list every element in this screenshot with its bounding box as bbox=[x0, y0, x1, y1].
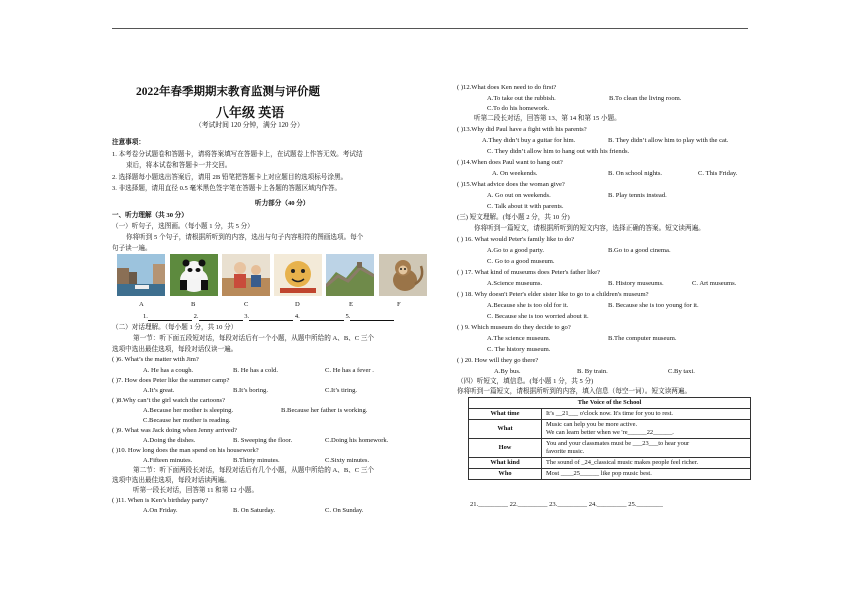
picture-e-great-wall bbox=[326, 254, 374, 296]
sub2-title: （二）对话理解。（每小题 1 分，共 10 分） bbox=[112, 324, 238, 331]
question-11: ( )11. When is Ken’s birthday party? bbox=[112, 497, 209, 504]
dialog1-note: 听第一段长对话，回答第 11 和第 12 小题。 bbox=[133, 487, 259, 494]
voice-of-school-table bbox=[468, 397, 751, 480]
question-7: ( )7. How does Peter like the summer camp? bbox=[112, 377, 230, 384]
blank-label: 2. bbox=[193, 313, 199, 320]
picture-label: B bbox=[191, 301, 196, 308]
blank-label: 4. bbox=[294, 313, 300, 320]
picture-b-panda bbox=[170, 254, 218, 296]
option-c: C.It’s tiring. bbox=[325, 387, 358, 394]
picture-label: C bbox=[244, 301, 249, 308]
option-c: C. Go to a good museum. bbox=[487, 258, 555, 265]
option-c: C. This Friday. bbox=[698, 170, 738, 177]
row-line: The sound of _24_classical music makes people feel richer. bbox=[546, 459, 699, 466]
dialog2-note: 听第二段长对话，回答第 13、第 14 和第 15 小题。 bbox=[474, 115, 621, 122]
picture-label: D bbox=[295, 301, 300, 308]
option-c: C. Art museums. bbox=[692, 280, 737, 287]
row-content bbox=[542, 409, 751, 420]
exam-subtitle: 八年级 英语 bbox=[216, 105, 285, 120]
answer-blank[interactable] bbox=[199, 313, 243, 321]
notes-line: 1. 本考卷分试题卷和答题卡，请将答案填写在答题卡上，在试题卷上作答无效。考试结 bbox=[112, 151, 363, 158]
notes-heading: 注意事项： bbox=[112, 139, 145, 146]
notes-line: 束后，将本试卷和答题卡一并交回。 bbox=[126, 162, 232, 169]
option-b: B.It’s boring. bbox=[233, 387, 268, 394]
row-head: Who bbox=[469, 469, 542, 480]
option-a: A.Because she is too old for it. bbox=[487, 302, 569, 309]
blank-label: 3. bbox=[244, 313, 250, 320]
picture-d-cartoon bbox=[274, 254, 322, 296]
picture-label: A bbox=[139, 301, 144, 308]
option-b: B. They didn’t allow him to play with the cat. bbox=[608, 137, 729, 144]
sub2-instruction: 第一节：听下面五段短对话，每段对话后有一个小题，从题中所给的 A、B、C 三个 bbox=[133, 335, 375, 342]
row-line: Most ____25______ like pop music best. bbox=[546, 470, 652, 477]
sub1-instruction: 句子读一遍。 bbox=[112, 245, 152, 252]
picture-a-canal-city bbox=[117, 254, 165, 296]
sec2-instruction: 选项中选出最佳选项，每段对话读两遍。 bbox=[112, 477, 231, 484]
row-line: Music can help you be more active. bbox=[546, 421, 638, 428]
option-b: B. History museums. bbox=[608, 280, 664, 287]
answer-blank[interactable] bbox=[300, 313, 344, 321]
question-16: ( ) 16. What would Peter's family like to do? bbox=[457, 236, 575, 243]
option-c: C.Doing his homework. bbox=[325, 437, 389, 444]
option-a: A.The science museum. bbox=[487, 335, 551, 342]
option-b: B.Because her father is working. bbox=[281, 407, 368, 414]
option-b: B. By train. bbox=[577, 368, 608, 375]
option-b: B.Go to a good cinema. bbox=[608, 247, 671, 254]
fill-answer-line[interactable]: 21._________ 22._________ 23._________ 24._________ 25.________ bbox=[470, 501, 663, 508]
option-a: A. He has a cough. bbox=[143, 367, 194, 374]
answer-blank[interactable] bbox=[350, 313, 394, 321]
option-c: C. On Sunday. bbox=[325, 507, 364, 514]
table-row bbox=[469, 469, 751, 480]
question-15: ( )15.What advice does the woman give? bbox=[457, 181, 565, 188]
sub1-title: （一）听句子，选图画。（每小题 1 分，共 5 分） bbox=[112, 223, 254, 230]
question-10: ( )10. How long does the man spend on his housework? bbox=[112, 447, 259, 454]
question-14: ( )14.When does Paul want to hang out? bbox=[457, 159, 563, 166]
picture-label: E bbox=[349, 301, 354, 308]
option-b: B. Play tennis instead. bbox=[608, 192, 667, 199]
row-content bbox=[542, 458, 751, 469]
question-19: ( ) 9. Which museum do they decide to go? bbox=[457, 324, 571, 331]
fill-instruction: 你将听到一篇短文，请根据所听到的内容，填入信息（每空一词）。短文读两遍。 bbox=[457, 388, 692, 395]
sub2-instruction: 选项中选出最佳选项，每段对话仅读一遍。 bbox=[112, 346, 238, 353]
question-12: ( )12.What does Ken need to do first? bbox=[457, 84, 557, 91]
notes-line: 2. 选择题每小题选出答案后，请用 2B 铅笔把答题卡上对应题目的选项标号涂黑。 bbox=[112, 174, 348, 181]
row-content bbox=[542, 439, 751, 458]
exam-info: （考试时间 120 分钟，满分 120 分） bbox=[195, 122, 304, 129]
option-a: A. On weekends. bbox=[492, 170, 538, 177]
blank-label: 1. bbox=[143, 313, 148, 320]
answer-blank[interactable] bbox=[148, 313, 192, 321]
option-a: A.By bus. bbox=[494, 368, 521, 375]
option-a: A.To take out the rubbish. bbox=[487, 95, 556, 102]
row-line: We can learn better when we 're______22______. bbox=[546, 429, 674, 436]
option-b: B.The computer museum. bbox=[608, 335, 677, 342]
option-b: B. On Saturday. bbox=[233, 507, 276, 514]
question-18: ( ) 18. Why doesn't Peter's elder sister like to go to a children's museum? bbox=[457, 291, 649, 298]
section1-title: 一、听力理解（共 30 分） bbox=[112, 212, 188, 219]
table-row bbox=[469, 409, 751, 420]
row-head: How bbox=[469, 439, 542, 458]
row-head: What time bbox=[469, 409, 542, 420]
option-b: B. Because she is too young for it. bbox=[608, 302, 699, 309]
option-a: A.On Friday. bbox=[143, 507, 178, 514]
option-b: B. On school nights. bbox=[608, 170, 663, 177]
option-c: C.Sixty minutes. bbox=[325, 457, 370, 464]
notes-line: 3. 非选择题，请用直径 0.5 毫米黑色签字笔在答题卡上各题的答题区域内作答。 bbox=[112, 185, 342, 192]
row-line: favorite music. bbox=[546, 448, 585, 455]
exam-title: 2022年春季期期末教育监测与评价题 bbox=[136, 86, 320, 98]
table-row bbox=[469, 420, 751, 439]
listening-part-title: 听力部分（40 分） bbox=[255, 200, 310, 207]
picture-label: F bbox=[397, 301, 401, 308]
option-b: B.Thirty minutes. bbox=[233, 457, 280, 464]
option-a: A.It’s great. bbox=[143, 387, 175, 394]
table-row bbox=[469, 439, 751, 458]
option-a: A. Go out on weekends. bbox=[487, 192, 551, 199]
option-c: C. He has a fever . bbox=[325, 367, 374, 374]
option-a: A.Doing the dishes. bbox=[143, 437, 196, 444]
option-a: A.Go to a good party. bbox=[487, 247, 545, 254]
picture-f-monkey bbox=[379, 254, 427, 296]
row-head: What bbox=[469, 420, 542, 439]
question-6: ( )6. What’s the matter with Jim? bbox=[112, 356, 199, 363]
row-content bbox=[542, 469, 751, 480]
blank-label: 5. bbox=[345, 313, 351, 320]
table-title: The Voice of the School bbox=[469, 398, 751, 409]
row-line: It’s __21___ o'clock now. It's time for you to rest. bbox=[546, 410, 674, 417]
question-17: ( ) 17. What kind of museums does Peter's father like? bbox=[457, 269, 600, 276]
row-line: You and your classmates must be ___23___to hear your bbox=[546, 440, 690, 447]
question-20: ( ) 20. How will they go there? bbox=[457, 357, 539, 364]
option-a: A.They didn’t buy a guitar for him. bbox=[482, 137, 576, 144]
row-content bbox=[542, 420, 751, 439]
option-b: B.To clean the living room. bbox=[609, 95, 682, 102]
option-a: A.Science museums. bbox=[487, 280, 543, 287]
option-a: A.Fifteen minutes. bbox=[143, 457, 193, 464]
answer-blanks-row bbox=[143, 313, 394, 321]
option-b: B. Sweeping the floor. bbox=[233, 437, 293, 444]
fill-title: （四）听短文，填信息。(每小题 1 分，共 5 分) bbox=[457, 378, 594, 385]
option-c: C.By taxi. bbox=[668, 368, 695, 375]
row-head: What kind bbox=[469, 458, 542, 469]
table-row bbox=[469, 458, 751, 469]
question-8: ( )8.Why can’t the girl watch the cartoons? bbox=[112, 397, 226, 404]
sec2-instruction: 第二节：听下面两段长对话，每段对话后有几个小题，从题中所给的 A、B、C 三个 bbox=[133, 467, 375, 474]
option-c: C.To do his homework. bbox=[487, 105, 549, 112]
option-a: A.Because her mother is sleeping. bbox=[143, 407, 234, 414]
question-13: ( )13.Why did Paul have a fight with his parents? bbox=[457, 126, 587, 133]
sub1-instruction: 你将听到 5 个句子，请根据所听到的内容，选出与句子内容相符的图画选项。每个 bbox=[126, 234, 364, 241]
option-b: B. He has a cold. bbox=[233, 367, 279, 374]
header-rule bbox=[112, 28, 748, 29]
passage-title: (三) 短文理解。(每小题 2 分，共 10 分) bbox=[457, 214, 570, 221]
option-c: C. They didn’t allow him to hang out with his friends. bbox=[487, 148, 630, 155]
option-c: C. Because she is too worried about it. bbox=[487, 313, 589, 320]
answer-blank[interactable] bbox=[249, 313, 293, 321]
passage-instruction: 你将听到一篇短文，请根据所听到的短文内容，选择正确的答案。短文读两遍。 bbox=[474, 225, 705, 232]
option-c: C.Because her mother is reading. bbox=[143, 417, 231, 424]
picture-c-kitchen bbox=[222, 254, 270, 296]
question-9: ( )9. What was Jack doing when Jenny arrived? bbox=[112, 427, 237, 434]
option-c: C. Talk about it with parents. bbox=[487, 203, 564, 210]
option-c: C. The history museum. bbox=[487, 346, 551, 353]
